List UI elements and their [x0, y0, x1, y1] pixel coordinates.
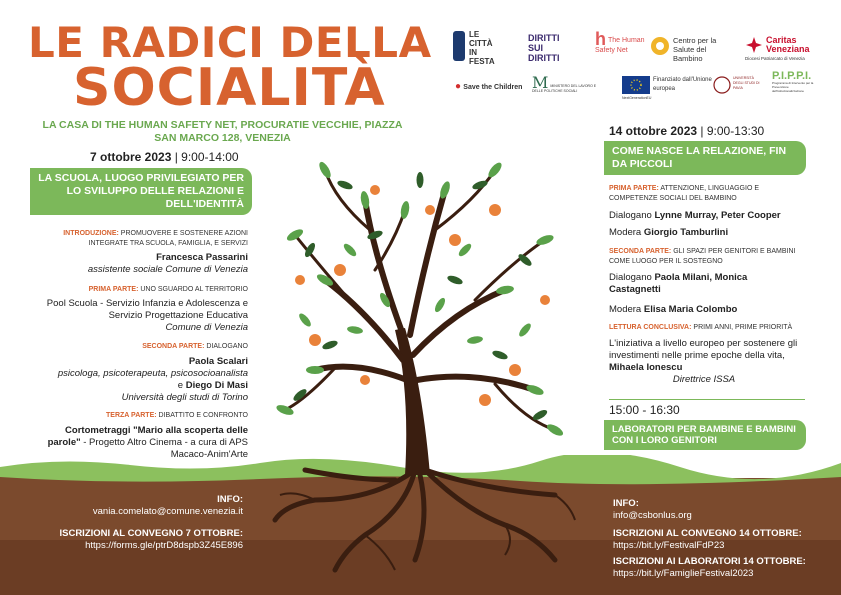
left-intro-label: INTRODUZIONE: PROMUOVERE E SOSTENERE AZIONI INTEGRATE TRA SCUOLA, FAMIGLIA, E SERVIZI: [63, 230, 248, 247]
logo-human-safety-net: h The Human Safety Net: [595, 29, 645, 54]
logo-pippi: P.I.P.P.I. Programma di Intervento per la Prevenzione dell'Istituzionalizzazione: [772, 70, 814, 93]
left-part1-body: Pool Scuola - Servizio Infanzia e Adolescenza e Servizio Progettazione Educativa Comune di Venezia: [46, 298, 248, 333]
event-title-line1: LE RADICI DELLA: [28, 18, 432, 67]
right-part2-modera: Modera Elisa Maria Colombo: [609, 304, 738, 315]
logo-ministero: M MINISTERO DEL LAVORO E DELLE POLITICHE SOCIALI: [532, 73, 597, 93]
registration-left: ISCRIZIONI AL CONVEGNO 7 OTTOBRE: https://forms.gle/ptrD8dspb3Z45E896: [59, 528, 243, 551]
right-date: 14 ottobre 2023 | 9:00-13:30: [609, 124, 765, 138]
logo-citta-in-festa: LE CITTÀ IN FESTA: [452, 30, 502, 66]
left-part2-body: Paola Scalari psicologa, psicoterapeuta, psicosocioanalista e Diego Di Masi Università degli studi di Torino: [57, 356, 248, 403]
logo-save-the-children: ● Save the Children: [455, 81, 523, 92]
logo-caritas: Caritas Veneziana Diocesi Patriarcato di Venezia: [745, 35, 810, 61]
right-closing-label: LETTURA CONCLUSIVA: PRIMI ANNI, PRIME PRIORITÀ: [609, 324, 793, 331]
left-part2-label: SECONDA PARTE: DIALOGANO: [142, 343, 248, 350]
lab-registration-link[interactable]: https://bit.ly/FamiglieFestival2023: [613, 568, 754, 579]
right-part1-body: Dialogano Lynne Murray, Peter Cooper Modera Giorgio Tamburlini: [609, 210, 781, 238]
info-right: INFO: info@csbonlus.org: [613, 498, 692, 521]
registration-link-right[interactable]: https://bit.ly/FestivalFdP23: [613, 540, 725, 551]
left-part3-body: Cortometraggi "Mario alla scoperta delle parole" - Progetto Altro Cinema - a cura di APS Macaco-Anim'Arte: [47, 425, 248, 460]
email-link-left[interactable]: vania.comelato@comune.venezia.it: [92, 506, 243, 517]
lab-time: 15:00 - 16:30: [609, 403, 680, 417]
right-theme-box: COME NASCE LA RELAZIONE, FIN DA PICCOLI: [604, 141, 806, 175]
logo-universita: UNIVERSITÀ DEGLI STUDI DI PAVIA: [713, 76, 763, 94]
logo-diritti-sui-diritti: DIRITTI SUI DIRITTI: [528, 33, 560, 63]
right-part1-label: PRIMA PARTE: ATTENZIONE, LINGUAGGIO E COMPETENZE SOCIALI DEL BAMBINO: [609, 185, 760, 202]
registration-right: ISCRIZIONI AL CONVEGNO 14 OTTOBRE: https://bit.ly/FestivalFdP23: [613, 528, 802, 551]
right-closing-body: L'iniziativa a livello europeo per sostenere gli investimenti nelle prime epoche della vita, Mihaela Ionescu Direttrice ISSA: [609, 338, 798, 385]
divider: [609, 399, 805, 400]
tree-illustration: [255, 140, 585, 580]
logo-eu: Finanziato dall'Unione europea NextGenerationEU: [622, 77, 712, 100]
lab-box: LABORATORI PER BAMBINE E BAMBINI CON I LORO GENITORI: [604, 420, 806, 450]
left-theme-box: LA SCUOLA, LUOGO PRIVILEGIATO PER LO SVILUPPO DELLE RELAZIONI E DELL'IDENTITÀ: [30, 168, 252, 215]
left-intro-speaker: Francesca Passarini assistente sociale Comune di Venezia: [87, 252, 248, 275]
event-title-line2: SOCIALITÀ: [73, 58, 386, 118]
email-link-right[interactable]: info@csbonlus.org: [613, 510, 692, 521]
right-part2-label: SECONDA PARTE: GLI SPAZI PER GENITORI E BAMBINI COME LUOGO PER IL SOSTEGNO: [609, 248, 796, 265]
left-part1-label: PRIMA PARTE: UNO SGUARDO AL TERRITORIO: [88, 286, 248, 293]
registration-link-left[interactable]: https://forms.gle/ptrD8dspb3Z45E896: [85, 540, 243, 551]
left-part3-label: TERZA PARTE: DIBATTITO E CONFRONTO: [106, 412, 248, 419]
info-left: INFO: vania.comelato@comune.venezia.it: [92, 494, 243, 517]
left-date: 7 ottobre 2023 | 9:00-14:00: [90, 150, 239, 164]
event-venue: LA CASA DI THE HUMAN SAFETY NET, PROCURATIE VECCHIE, PIAZZA SAN MARCO 128, VENEZIA: [42, 119, 403, 144]
logo-centro-salute-bambino: Centro per la Salute del Bambino: [650, 36, 732, 63]
right-part2-body: Dialogano Paola Milani, Monica Castagnetti: [609, 272, 748, 295]
lab-registration-right: ISCRIZIONI AI LABORATORI 14 OTTOBRE: https://bit.ly/FamiglieFestival2023: [613, 556, 806, 579]
